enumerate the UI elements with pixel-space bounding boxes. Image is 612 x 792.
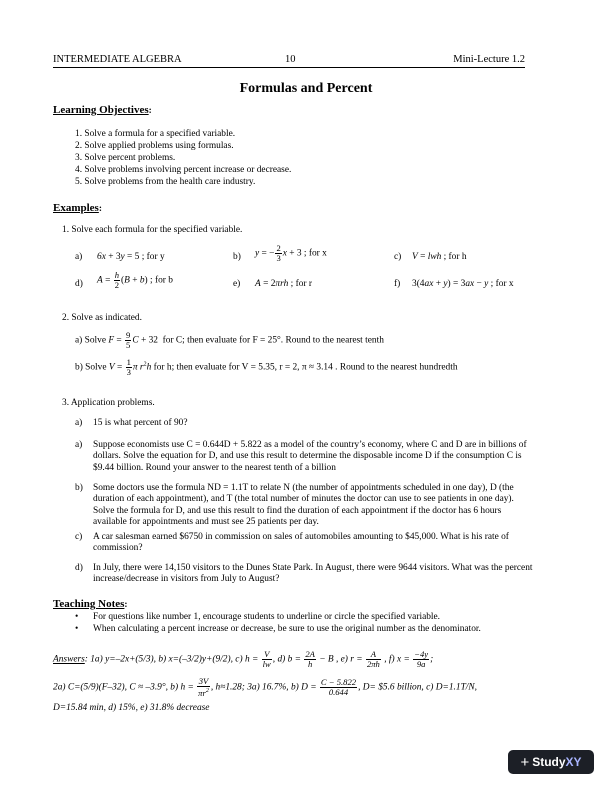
answers-line-2: 2a) C=(5/9)(F–32), C ≈ –3.9°, b) h = $\frac{3V}{\pi r^2}$ , h≈1.28; 3a) 16.7%, b) D = $\frac{C - 5.822}{0.644}$ , D= $5.6 billion, c) D=1.1T/N,: [53, 676, 477, 698]
q1f-formula: 3(4ax + y) = 3ax − y ; for x: [412, 279, 514, 289]
q1d-formula: A = $\frac{h}{2}$ (B + b) ; for b: [97, 270, 173, 290]
question-3: 3. Application problems.: [62, 398, 155, 408]
course-name: INTERMEDIATE ALGEBRA: [53, 54, 182, 65]
q2b: b) Solve V = $\frac{1}{3}$ π $r^2h$ for h; then evaluate for V = 5.35, r = 2, π ≈ 3.14 . Round to the nearest hundredth: [75, 357, 458, 377]
examples-heading: Examples:: [53, 202, 102, 214]
bullet-icon: •: [75, 612, 79, 622]
q1b-formula: y = − $\frac{2}{3}$ x + 3 ; for x: [255, 243, 327, 263]
q2a: a) Solve F = $\frac{9}{5}$ C + 32 for C; then evaluate for F = 25°. Round to the nearest tenth: [75, 330, 384, 350]
bullet-icon: •: [75, 624, 79, 634]
q3-label: a): [75, 440, 83, 450]
q1e-label: e): [233, 279, 241, 289]
objective-item: 5. Solve problems from the health care industry.: [75, 177, 256, 187]
q3-text: In July, there were 14,150 visitors to the Dunes State Park. In August, there were 9644 visitors. What was the percent increase/decrease in visitors from July to August?: [93, 563, 533, 585]
lecture-number: Mini-Lecture 1.2: [453, 54, 525, 65]
studyxy-logo: + Study XY: [508, 750, 594, 774]
question-2: 2. Solve as indicated.: [62, 313, 142, 323]
page-number: 10: [285, 54, 296, 65]
note-item: When calculating a percent increase or decrease, be sure to use the original number as the denominator.: [93, 624, 481, 634]
objective-item: 4. Solve problems involving percent increase or decrease.: [75, 165, 292, 175]
objective-item: 1. Solve a formula for a specified variable.: [75, 129, 236, 139]
q1f-label: f): [394, 279, 401, 289]
q1a-label: a): [75, 252, 83, 262]
q3-label: c): [75, 532, 83, 542]
q3-label: d): [75, 563, 83, 573]
q1c-label: c): [394, 252, 402, 262]
objectives-heading: Learning Objectives:: [53, 104, 152, 116]
note-item: For questions like number 1, encourage students to underline or circle the specified variable.: [93, 612, 441, 622]
q1d-label: d): [75, 279, 83, 289]
plus-icon: +: [520, 753, 530, 771]
q3-label: a): [75, 418, 83, 428]
q3-text: A car salesman earned $6750 in commission on sales of automobiles amounting to $45,000. What is his rate of commission?: [93, 532, 509, 554]
objective-item: 3. Solve percent problems.: [75, 153, 176, 163]
q3-label: b): [75, 483, 83, 493]
question-1: 1. Solve each formula for the specified variable.: [62, 225, 243, 235]
q3-text: Suppose economists use C = 0.644D + 5.822 as a model of the country’s economy, where C and D are in billions of dollars. Solve the equation for D, and use this result to determine the disposable income D if the consumption C is $9.44 billion. Round your answer to the nearest tenth of a billion: [93, 440, 527, 473]
page-header: [53, 54, 525, 68]
objective-item: 2. Solve applied problems using formulas.: [75, 141, 234, 151]
q3-text: Some doctors use the formula ND = 1.1T to relate N (the number of appointments scheduled in one day), D (the duration of each appointment), and T (the total number of minutes the doctor can use to see patients in one day). Solve the formula for D, and use this result to find the duration of each appointment if the doctor has 6 hours available for appointments and must see 25 patients per day.: [93, 483, 514, 528]
q1c-formula: V = lwh ; for h: [412, 252, 467, 262]
page-title: Formulas and Percent: [239, 81, 373, 96]
q3-text: 15 is what percent of 90?: [93, 418, 188, 428]
q1b-label: b): [233, 252, 241, 262]
q1a-formula: 6x + 3y = 5 ; for y: [97, 252, 165, 262]
notes-heading: Teaching Notes:: [53, 598, 128, 610]
answers-line-1: Answers: 1a) y=–2x+(5/3), b) x=(–3/2)y+(9/2), c) h = $\frac{V}{lw}$ , d) b = $\frac{2A}{h}$ − B , e) r = $\frac{A}{2\pi h}$ , f) x = $\frac{-4y}{9a}$ ;: [53, 649, 434, 669]
q1e-formula: A = 2πrh ; for r: [255, 279, 312, 289]
answers-line-3: D=15.84 min, d) 15%, e) 31.8% decrease: [53, 703, 210, 713]
